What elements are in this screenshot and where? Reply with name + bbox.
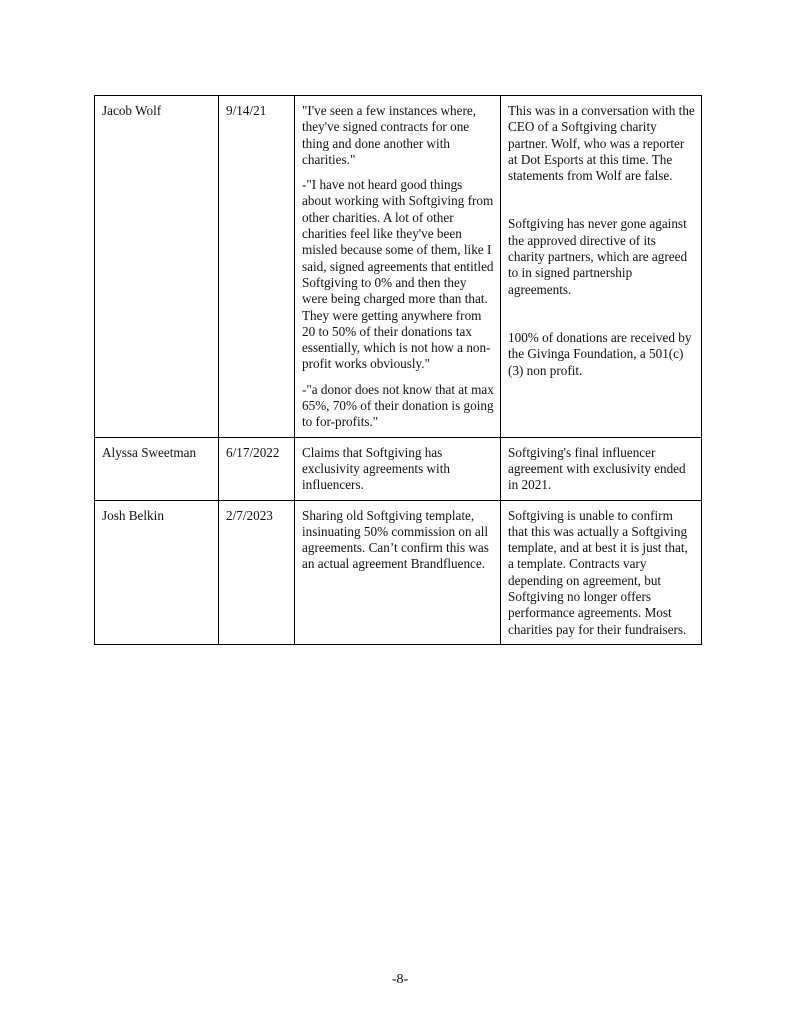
claim-quote: -"I have not heard good things about working with Softgiving from other charities. A lot of other charities feel like they've been misled because some of them, like I said, signed agreements that entitled Softgiving to 0% and then they were being charged more than that. They were getting anywhere from 20 to 50% of their donations tax essentially, which is not how a non-profit works obviously." (302, 177, 494, 372)
name-cell (95, 96, 219, 438)
claim-date: 6/17/2022 (226, 444, 280, 460)
claim-cell (295, 437, 501, 500)
date-cell (219, 500, 295, 644)
claim-cell (295, 500, 501, 644)
response-paragraph: Softgiving has never gone against the approved directive of its charity partners, which are agreed to in signed partnership agreements. (508, 216, 688, 297)
response-cell (501, 96, 702, 438)
date-cell (219, 96, 295, 438)
claim-quote: -"a donor does not know that at max 65%, 70% of their donation is going to for-profits." (302, 381, 494, 430)
response-paragraph: Softgiving is unable to confirm that this was actually a Softgiving template, and at best it is just that, a template. Contracts vary depending on agreement, but Softgiving no longer offers performance agreements. Most charities pay for their fundraisers. (508, 507, 688, 637)
claim-text: Sharing old Softgiving template, insinuating 50% commission on all agreements. Can’t confirm this was an actual agreement Brandfluence. (302, 507, 489, 572)
table-row (95, 500, 702, 644)
person-name: Jacob Wolf (102, 103, 162, 118)
claim-date: 2/7/2023 (226, 507, 273, 523)
response-cell (501, 437, 702, 500)
claim-cell (295, 96, 501, 438)
response-paragraph: 100% of donations are received by the Givinga Foundation, a 501(c)(3) non profit. (508, 329, 692, 378)
response-cell (501, 500, 702, 644)
name-cell (95, 500, 219, 644)
name-cell (95, 437, 219, 500)
person-name: Josh Belkin (102, 507, 164, 523)
claim-date: 9/14/21 (226, 103, 267, 118)
table-row (95, 437, 702, 500)
person-name: Alyssa Sweetman (102, 444, 197, 460)
response-paragraph: Softgiving's final influencer agreement with exclusivity ended in 2021. (508, 444, 686, 493)
page-number: -8- (391, 972, 409, 987)
date-cell (219, 437, 295, 500)
claim-quote: "I've seen a few instances where, they've signed contracts for one thing and done another with charities." (302, 103, 476, 167)
claim-text: Claims that Softgiving has exclusivity agreements with influencers. (302, 444, 450, 493)
claims-table (94, 95, 702, 645)
response-paragraph: This was in a conversation with the CEO of a Softgiving charity partner. Wolf, who was a reporter at Dot Esports at this time. The statements from Wolf are false. (508, 103, 695, 184)
table-row (95, 96, 702, 438)
